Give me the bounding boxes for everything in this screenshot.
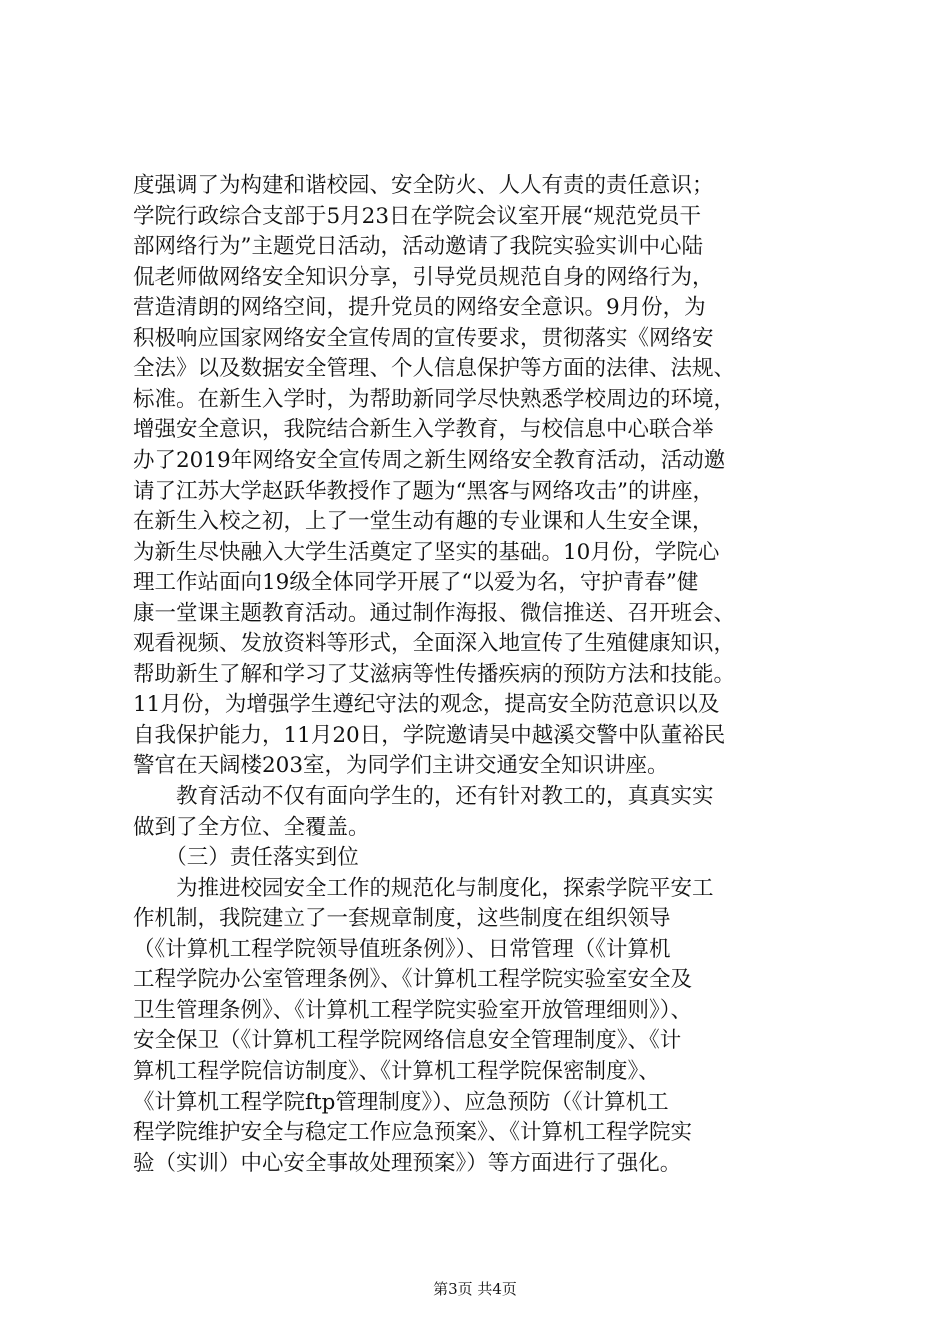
text-line: 警官在天阔楼203室，为同学们主讲交通安全知识讲座。 <box>133 753 669 779</box>
text-line: 增强安全意识，我院结合新生入学教育，与校信息中心联合举 <box>133 417 714 443</box>
text-line: 11月份，为增强学生遵纪守法的观念，提高安全防范意识以及 <box>133 692 720 718</box>
text-line: 卫生管理条例》、《计算机工程学院实验室开放管理细则》）、 <box>133 997 693 1023</box>
text-line: 安全保卫（《计算机工程学院网络信息安全管理制度》、《计 <box>133 1028 682 1054</box>
text-line: 学院行政综合支部于5月23日在学院会议室开展“规范党员干 <box>133 203 702 229</box>
text-line: 请了江苏大学赵跃华教授作了题为“黑客与网络攻击”的讲座， <box>133 478 714 504</box>
text-line: 为新生尽快融入大学生活奠定了坚实的基础。10月份，学院心 <box>133 539 720 565</box>
text-line: 为推进校园安全工作的规范化与制度化，探索学院平安工 <box>133 875 714 901</box>
text-line: 度强调了为构建和谐校园、安全防火、人人有责的责任意识； <box>133 173 714 198</box>
text-line: 工程学院办公室管理条例》、《计算机工程学院实验室安全及 <box>133 967 693 993</box>
text-line: （三）责任落实到位 <box>133 845 359 871</box>
text-line: 积极响应国家网络安全宣传周的宣传要求，贯彻落实《网络安 <box>133 325 714 351</box>
text-line: 验（实训）中心安全事故处理预案》）等方面进行了强化。 <box>133 1150 682 1176</box>
text-line: 全法》以及数据安全管理、个人信息保护等方面的法律、法规、 <box>133 356 736 382</box>
text-line: 在新生入校之初，上了一堂生动有趣的专业课和人生安全课， <box>133 509 714 535</box>
text-line: 办了2019年网络安全宣传周之新生网络安全教育活动，活动邀 <box>133 447 726 473</box>
text-line: 康一堂课主题教育活动。通过制作海报、微信推送、召开班会、 <box>133 600 736 626</box>
text-line: 《计算机工程学院ftp管理制度》）、应急预防（《计算机工 <box>133 1089 669 1115</box>
text-line: 理工作站面向19级全体同学开展了“以爱为名，守护青春”健 <box>133 570 699 596</box>
text-line: 侃老师做网络安全知识分享，引导党员规范自身的网络行为， <box>133 264 714 290</box>
page-footer: 第3页 共4页 <box>433 1280 517 1298</box>
text-line: 程学院维护安全与稳定工作应急预案》、《计算机工程学院实 <box>133 1120 693 1146</box>
text-line: 观看视频、发放资料等形式，全面深入地宣传了生殖健康知识， <box>133 631 736 657</box>
text-line: 算机工程学院信访制度》、《计算机工程学院保密制度》、 <box>133 1058 660 1084</box>
text-line: 做到了全方位、全覆盖。 <box>133 814 370 840</box>
text-line: 教育活动不仅有面向学生的，还有针对教工的，真真实实 <box>133 784 714 809</box>
text-line: 自我保护能力，11月20日，学院邀请吴中越溪交警中队董裕民 <box>133 722 726 748</box>
text-line: 部网络行为”主题党日活动，活动邀请了我院实验实训中心陆 <box>133 234 703 260</box>
text-line: 作机制，我院建立了一套规章制度，这些制度在组织领导 <box>133 906 671 932</box>
text-line: 标准。在新生入学时，为帮助新同学尽快熟悉学校周边的环境， <box>133 386 736 412</box>
text-line: 营造清朗的网络空间，提升党员的网络安全意识。9月份，为 <box>133 295 706 321</box>
text-line: 帮助新生了解和学习了艾滋病等性传播疾病的预防方法和技能。 <box>133 661 736 687</box>
text-line: （《计算机工程学院领导值班条例》）、日常管理（《计算机 <box>133 936 671 962</box>
